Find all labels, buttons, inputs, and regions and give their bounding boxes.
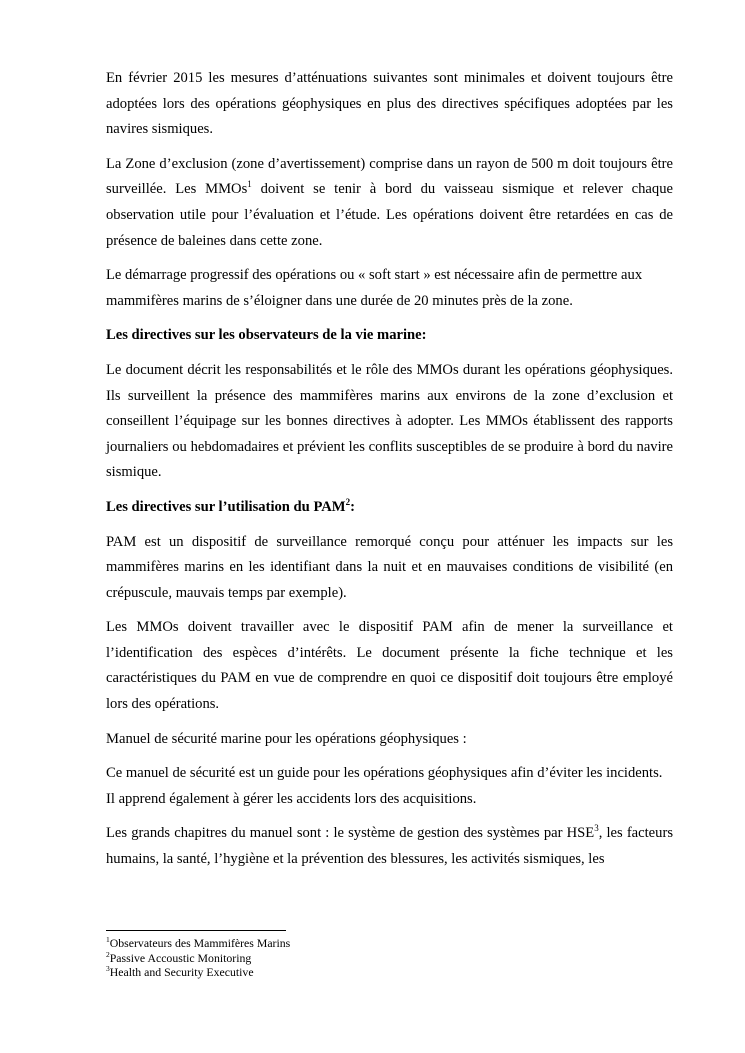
paragraph-manuel-title: Manuel de sécurité marine pour les opérations géophysiques : — [106, 730, 467, 747]
paragraph-manuel-guide: Ce manuel de sécurité est un guide pour les opérations géophysiques afin d’éviter les incidents. Il apprend également à gérer les accidents lors des acquisitions. — [106, 765, 663, 807]
footnote-1 — [106, 936, 673, 951]
paragraph-text: Les grands chapitres du manuel sont : le système de gestion des systèmes par HSE — [106, 825, 595, 842]
footnote-ref-3[interactable]: 3 — [594, 823, 599, 834]
paragraph-soft-start: Le démarrage progressif des opérations ou « soft start » est nécessaire afin de permettre aux mammifères marins de s’éloigner dans une durée de 20 minutes près de la zone. — [106, 267, 643, 309]
heading-pam — [106, 495, 673, 521]
heading-text: : — [350, 498, 355, 515]
footnote-ref-1[interactable]: 1 — [247, 179, 252, 190]
footnote-3 — [106, 965, 673, 980]
paragraph-text: , les facteurs humains, la santé, l’hygiène et la prévention des blessures, les activités sismiques, les — [106, 825, 673, 868]
heading-observateurs: Les directives sur les observateurs de la vie marine: — [106, 327, 427, 344]
footnote-mark: 2 — [106, 949, 110, 959]
footnotes — [106, 930, 673, 980]
paragraph-text: La Zone d’exclusion (zone d’avertissement) comprise dans un rayon de 500 m doit toujours être surveillée. Les MMOs — [106, 155, 673, 198]
paragraph-text: doivent se tenir à bord du vaisseau sismique et relever chaque observation utile pour l’évaluation et l’étude. Les opérations doivent être retardées en cas de présence de baleines dans cette zone. — [106, 181, 673, 249]
footnote-text: Health and Security Executive — [109, 965, 254, 980]
paragraph-mesures: En février 2015 les mesures d’atténuations suivantes sont minimales et doivent toujours être adoptées lors des opérations géophysiques en plus des directives spécifiques adoptées par les navires sismiques. — [106, 70, 673, 138]
paragraph-chapitres — [106, 821, 673, 872]
footnote-separator — [106, 930, 286, 931]
footnote-text: Observateurs des Mammifères Marins — [109, 936, 291, 950]
paragraph-zone-exclusion — [106, 152, 673, 254]
footnote-mark: 1 — [106, 935, 110, 945]
heading-text: Les directives sur l’utilisation du PAM — [106, 498, 346, 515]
footnote-text: Passive Accoustic Monitoring — [109, 950, 252, 965]
footnote-ref-2[interactable]: 2 — [345, 497, 351, 508]
paragraph-pam-mmo: Les MMOs doivent travailler avec le dispositif PAM afin de mener la surveillance et l’identification des espèces d’intérêts. Le document présente la fiche technique et les caractéristiques du PAM en vue de comprendre en quoi ce dispositif doit toujours être employé lors des opérations. — [106, 619, 673, 713]
paragraph-mmo-role: Le document décrit les responsabilités et le rôle des MMOs durant les opérations géophysiques. Ils surveillent la présence des mammifères marins aux environs de la zone d’exclusion et conseillent l’équipage sur les bonnes directives à adopter. Les MMOs établissent des rapports journaliers ou hebdomadaires et prévient les conflits susceptibles de se produire à bord du navire sismique. — [106, 361, 673, 481]
footnote-2 — [106, 951, 673, 966]
footnote-mark: 3 — [106, 964, 110, 974]
paragraph-pam-description: PAM est un dispositif de surveillance remorqué conçu pour atténuer les impacts sur les mammifères marins en les identifiant dans la nuit et en mauvaises conditions de visibilité (en crépuscule, mauvais temps par exemple). — [106, 533, 673, 601]
document-body — [106, 66, 673, 882]
